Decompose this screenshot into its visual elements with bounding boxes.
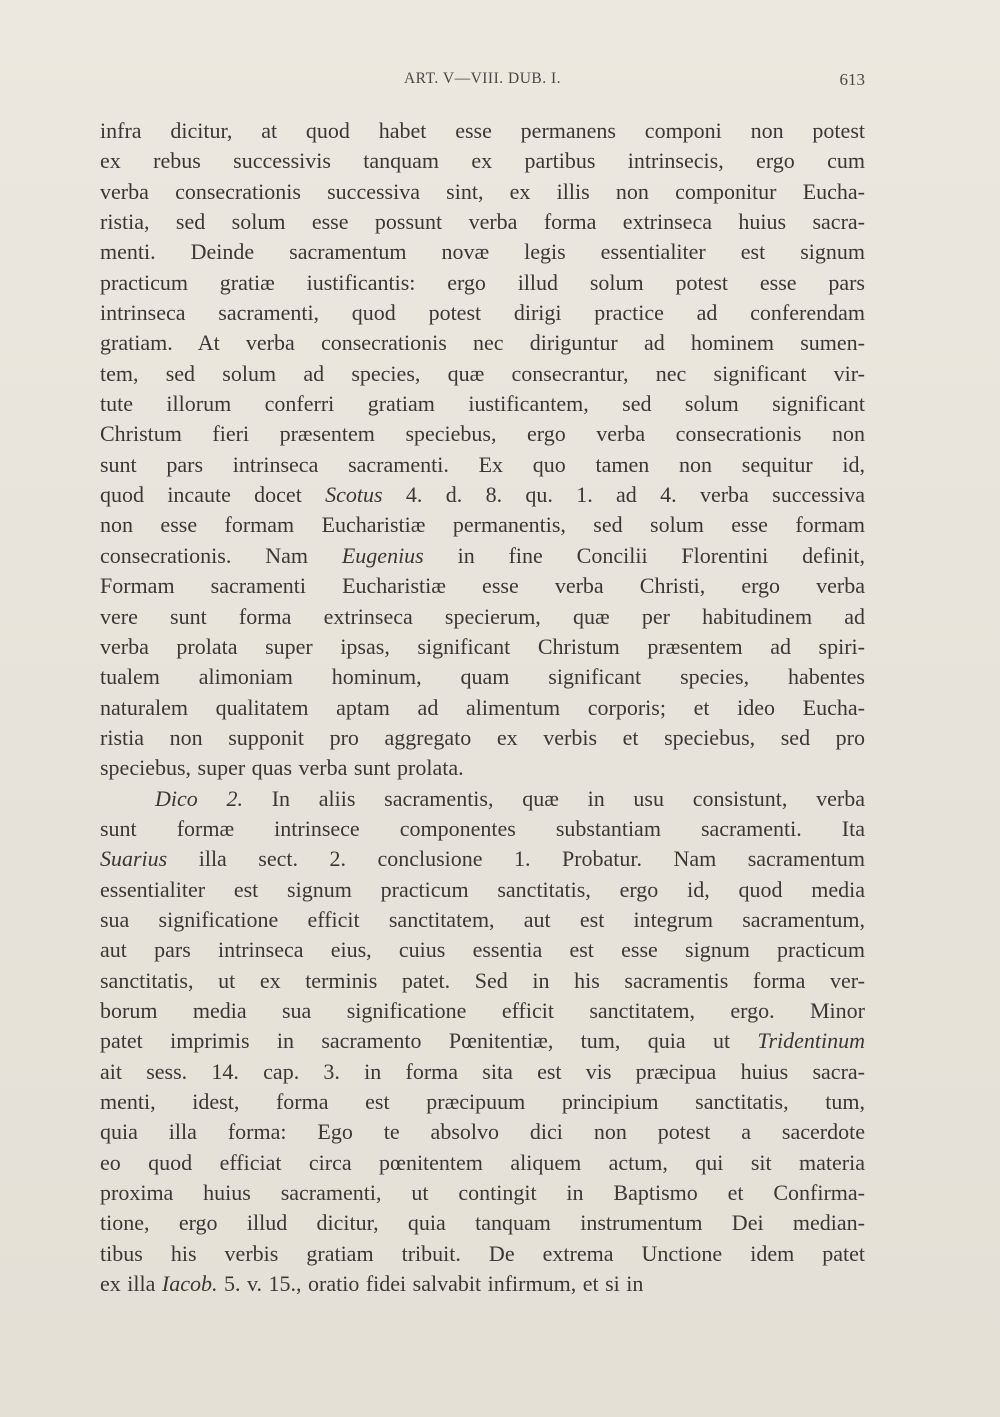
text-line [100, 602, 865, 632]
text-line [100, 935, 865, 965]
text-line [100, 359, 865, 389]
text-line [100, 328, 865, 358]
italic-citation: Tridentinum [757, 1028, 865, 1054]
text-line [100, 116, 865, 146]
text-line [100, 784, 865, 814]
page-number: 613 [839, 70, 865, 89]
text-segment: sua significatione efficit sanctitatem, aut est integrum sacramentum, [100, 906, 865, 932]
italic-citation: Scotus [325, 482, 383, 508]
text-segment: In aliis sacramentis, quæ in usu consistunt, verba [242, 785, 865, 811]
text-segment: ristia non supponit pro aggregato ex verbis et speciebus, sed pro [100, 724, 865, 750]
text-line [100, 1239, 865, 1269]
text-line [100, 753, 865, 783]
text-segment: infra dicitur, at quod habet esse permanens componi non potest [100, 118, 865, 143]
text-segment: tibus his verbis gratiam tribuit. De extrema Unctione idem patet [100, 1240, 865, 1266]
text-segment: consecrationis. Nam [100, 542, 342, 568]
italic-citation: Iacob. [161, 1271, 218, 1297]
text-line [100, 1117, 865, 1147]
text-segment: borum media sua significatione efficit sanctitatem, ergo. Minor [100, 997, 865, 1023]
text-line [100, 1269, 865, 1299]
text-segment: illa sect. 2. conclusione 1. Probatur. Nam sacramentum [167, 846, 865, 872]
text-segment: patet imprimis in sacramento Pœnitentiæ, tum, quia ut [100, 1028, 758, 1054]
italic-citation: Eugenius [341, 542, 424, 568]
body-text [100, 116, 865, 1299]
text-segment: sanctitatis, ut ex terminis patet. Sed in his sacramentis forma ver- [100, 967, 865, 993]
text-segment: tute illorum conferri gratiam iustificantem, sed solum significant [100, 391, 865, 417]
text-segment: verba consecrationis successiva sint, ex illis non componitur Eucha- [100, 178, 865, 204]
text-line [100, 480, 865, 510]
text-line [100, 905, 865, 935]
text-line [100, 723, 865, 753]
text-line [100, 632, 865, 662]
text-segment: 5. v. 15., oratio fidei salvabit infirmum, et si in [217, 1271, 644, 1297]
text-line [100, 1208, 865, 1238]
text-line [100, 875, 865, 905]
text-segment: 4. d. 8. qu. 1. ad 4. verba successiva [382, 482, 865, 508]
text-line [100, 1178, 865, 1208]
text-line [100, 1087, 865, 1117]
text-segment: ait sess. 14. cap. 3. in forma sita est vis præcipua huius sacra- [100, 1058, 865, 1084]
text-segment: intrinseca sacramenti, quod potest dirigi practice ad conferendam [100, 300, 865, 326]
text-segment: non esse formam Eucharistiæ permanentis, sed solum esse formam [100, 512, 865, 538]
text-line [100, 207, 865, 237]
text-segment: tione, ergo illud dicitur, quia tanquam instrumentum Dei median- [100, 1210, 865, 1236]
text-segment: ex rebus successivis tanquam ex partibus intrinsecis, ergo cum [100, 148, 865, 174]
text-line [100, 177, 865, 207]
text-segment: ristia, sed solum esse possunt verba forma extrinseca huius sacra- [100, 209, 865, 235]
text-segment: ex illa [100, 1271, 162, 1297]
text-segment: quod incaute docet [100, 482, 326, 508]
text-line [100, 814, 865, 844]
text-segment: eo quod efficiat circa pœnitentem aliquem actum, qui sit materia [100, 1149, 865, 1175]
text-line [100, 237, 865, 267]
text-line [100, 966, 865, 996]
text-segment: practicum gratiæ iustificantis: ergo illud solum potest esse pars [100, 269, 865, 295]
text-line [100, 996, 865, 1026]
text-line [100, 389, 865, 419]
text-line [100, 450, 865, 480]
text-line [100, 693, 865, 723]
text-line [100, 571, 865, 601]
text-segment: proxima huius sacramenti, ut contingit in Baptismo et Confirma- [100, 1180, 865, 1206]
text-line [100, 1148, 865, 1178]
text-line [100, 510, 865, 540]
text-segment: tem, sed solum ad species, quæ consecrantur, nec significant vir- [100, 360, 865, 386]
text-line [100, 146, 865, 176]
text-segment: naturalem qualitatem aptam ad alimentum corporis; et ideo Eucha- [100, 694, 865, 720]
text-line [100, 268, 865, 298]
text-line [100, 419, 865, 449]
text-line [100, 844, 865, 874]
text-segment: Formam sacramenti Eucharistiæ esse verba Christi, ergo verba [100, 573, 865, 599]
text-line [100, 662, 865, 692]
text-segment: essentialiter est signum practicum sanctitatis, ergo id, quod media [100, 876, 865, 902]
text-segment: quia illa forma: Ego te absolvo dici non potest a sacerdote [100, 1119, 865, 1145]
text-segment: gratiam. At verba consecrationis nec diriguntur ad hominem sumen- [100, 330, 865, 356]
text-segment: speciebus, super quas verba sunt prolata. [100, 755, 464, 781]
running-title: ART. V—VIII. DUB. I. [403, 70, 562, 87]
text-line [100, 1057, 865, 1087]
text-segment: menti, idest, forma est præcipuum principium sanctitatis, tum, [100, 1089, 865, 1114]
running-head [100, 70, 865, 94]
text-segment: tualem alimoniam hominum, quam significant species, habentes [100, 664, 865, 690]
text-segment: in fine Concilii Florentini definit, [423, 542, 866, 568]
text-line [100, 541, 865, 571]
text-segment: Christum fieri præsentem speciebus, ergo verba consecrationis non [100, 421, 865, 447]
text-line [100, 298, 865, 328]
italic-citation: Dico 2. [155, 785, 243, 811]
text-segment: menti. Deinde sacramentum novæ legis essentialiter est signum [100, 239, 865, 265]
text-segment: verba prolata super ipsas, significant Christum præsentem ad spiri- [100, 633, 865, 659]
text-line [100, 1026, 865, 1056]
text-segment: aut pars intrinseca eius, cuius essentia est esse signum practicum [100, 937, 865, 963]
italic-citation: Suarius [100, 846, 168, 872]
text-segment: vere sunt forma extrinseca specierum, quæ per habitudinem ad [100, 603, 865, 629]
text-segment: sunt formæ intrinsece componentes substantiam sacramenti. Ita [100, 815, 865, 841]
text-segment: sunt pars intrinseca sacramenti. Ex quo tamen non sequitur id, [100, 451, 865, 477]
